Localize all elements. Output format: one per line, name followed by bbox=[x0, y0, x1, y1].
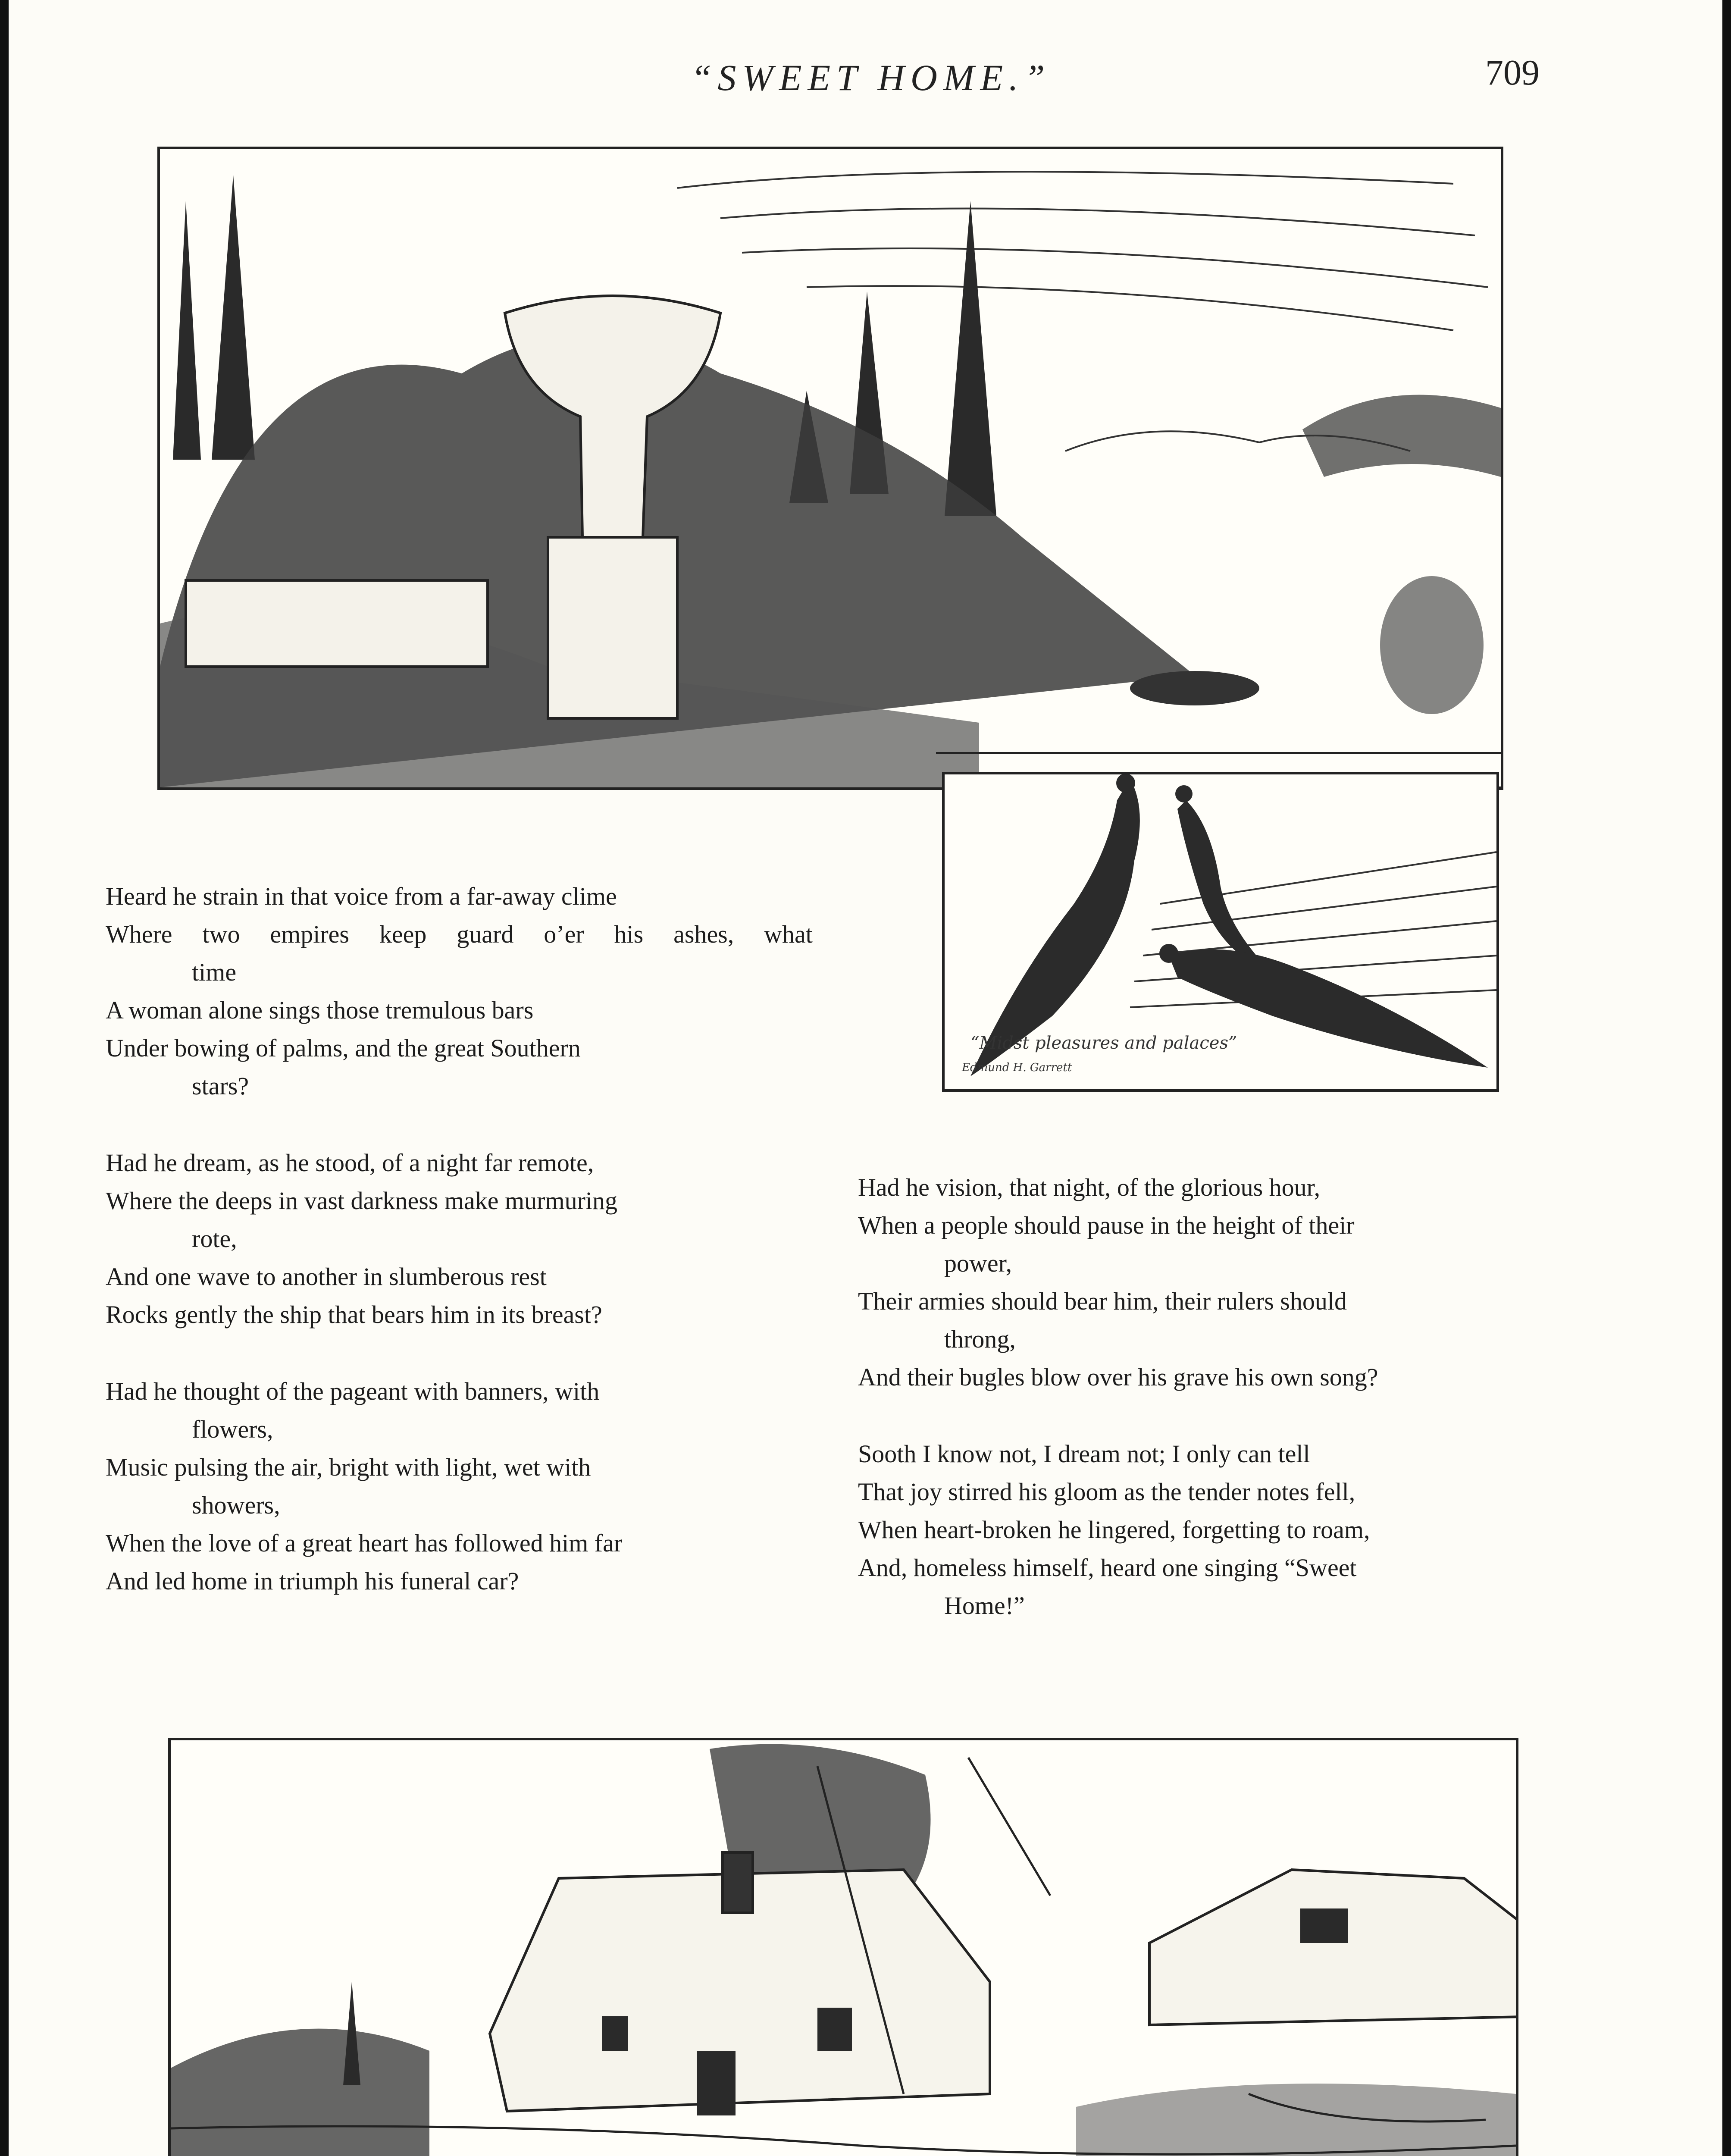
verse-line-continuation: throng, bbox=[944, 1325, 1016, 1353]
stanza-2 bbox=[106, 1144, 813, 1334]
verse-line-continuation: stars? bbox=[192, 1072, 249, 1100]
farmhouse-drawing bbox=[171, 1740, 1516, 2156]
verse-line-continuation: Home!” bbox=[944, 1592, 1025, 1620]
stanza-1 bbox=[106, 877, 813, 1105]
verse-line-continuation: rote, bbox=[192, 1225, 237, 1253]
verse-line-continuation: power, bbox=[944, 1249, 1012, 1277]
stanza-4 bbox=[858, 1169, 1591, 1396]
peacocks-inset-illustration bbox=[942, 772, 1499, 1092]
page-number: 709 bbox=[1485, 53, 1540, 93]
verse-line-continuation: showers, bbox=[192, 1491, 280, 1519]
verse-line: And, homeless himself, heard one singing “Sweet bbox=[858, 1554, 1357, 1582]
verse-line: Rocks gently the ship that bears him in its breast? bbox=[106, 1300, 602, 1329]
poem-right-column bbox=[858, 1169, 1591, 1664]
page-outer-edge bbox=[1722, 0, 1731, 2156]
verse-line-continuation: time bbox=[192, 958, 237, 986]
garden-terrace-drawing bbox=[160, 149, 1501, 787]
verse-line: When a people should pause in the height of their bbox=[858, 1211, 1355, 1239]
verse-line: Heard he strain in that voice from a far-away clime bbox=[106, 882, 617, 910]
verse-line: Had he vision, that night, of the glorious hour, bbox=[858, 1173, 1321, 1201]
verse-line: Had he thought of the pageant with banners, with bbox=[106, 1377, 600, 1405]
verse-line: Music pulsing the air, bright with light, wet with bbox=[106, 1453, 591, 1481]
running-head-title: “SWEET HOME.” bbox=[691, 57, 1051, 98]
verse-line: That joy stirred his gloom as the tender notes fell, bbox=[858, 1478, 1355, 1506]
illustrator-signature: Edmund H. Garrett bbox=[962, 1061, 1072, 1074]
verse-line: Sooth I know not, I dream not; I only can tell bbox=[858, 1440, 1310, 1468]
verse-line: Where two empires keep guard o’er his ashes, what bbox=[106, 920, 813, 948]
verse-line: A woman alone sings those tremulous bars bbox=[106, 996, 534, 1024]
verse-line-continuation: flowers, bbox=[192, 1415, 273, 1443]
verse-line: When the love of a great heart has followed him far bbox=[106, 1529, 623, 1557]
verse-line: Where the deeps in vast darkness make murmuring bbox=[106, 1187, 618, 1215]
stanza-5 bbox=[858, 1435, 1591, 1625]
farmhouse-illustration bbox=[168, 1738, 1518, 2156]
illustration-caption: “Midst pleasures and palaces” bbox=[970, 1033, 1237, 1053]
poem-left-column bbox=[106, 877, 813, 1639]
verse-line: And one wave to another in slumberous rest bbox=[106, 1263, 547, 1291]
stanza-3 bbox=[106, 1373, 813, 1600]
verse-line: And led home in triumph his funeral car? bbox=[106, 1567, 519, 1595]
verse-line: And their bugles blow over his grave his own song? bbox=[858, 1363, 1378, 1391]
verse-line: Under bowing of palms, and the great Southern bbox=[106, 1034, 581, 1062]
verse-line: Their armies should bear him, their rulers should bbox=[858, 1287, 1347, 1315]
garden-terrace-illustration bbox=[157, 147, 1503, 790]
verse-line: When heart-broken he lingered, forgetting to roam, bbox=[858, 1516, 1370, 1544]
verse-line: Had he dream, as he stood, of a night far remote, bbox=[106, 1149, 594, 1177]
page-binding-edge bbox=[0, 0, 9, 2156]
